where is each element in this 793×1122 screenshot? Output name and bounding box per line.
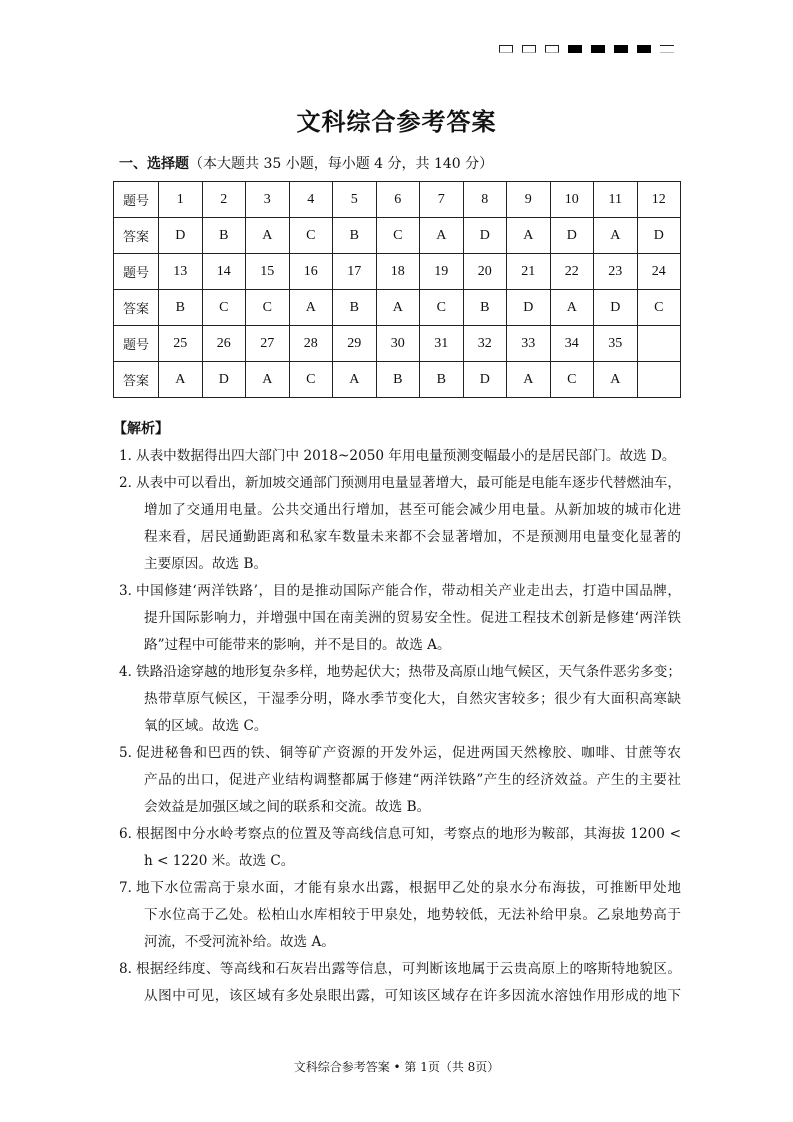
answer-cell: C (420, 290, 464, 326)
answer-cell: B (159, 290, 203, 326)
analysis-line: 会效益是加强区域之间的联系和交流。故选 B。 (144, 799, 431, 815)
analysis-line: 中国修建‘两洋铁路’，目的是推动国际产能合作，带动相关产业走出去，打造中国品牌， (136, 583, 681, 599)
analysis-line: 产品的出口，促进产业结构调整都属于修建“两洋铁路”产生的经济效益。产生的主要社 (144, 772, 681, 788)
answer-cell: B (420, 362, 464, 398)
mark-outline (545, 45, 559, 53)
analysis-line: 从表中可以看出，新加坡交通部门预测用电量显著增大，最可能是电能车逐步代替燃油车， (136, 475, 681, 491)
question-number-cell: 33 (507, 326, 551, 362)
mark-outline (499, 45, 513, 53)
analysis-line: 下水位高于乙处。松柏山水库相较于甲泉处，地势较低，无法补给甲泉。乙泉地势高于 (144, 907, 681, 923)
question-number-cell: 16 (289, 254, 333, 290)
answer-cell (637, 362, 681, 398)
answer-cell: B (463, 290, 507, 326)
answer-cell: C (246, 290, 290, 326)
question-number-row (114, 326, 681, 362)
answer-cell: C (376, 218, 420, 254)
question-number-cell: 27 (246, 326, 290, 362)
question-number-row (114, 254, 681, 290)
item-number: 8． (119, 961, 142, 977)
answer-cell: D (202, 362, 246, 398)
answer-row (114, 290, 681, 326)
answer-cell: A (159, 362, 203, 398)
question-number-cell: 14 (202, 254, 246, 290)
question-number-cell: 24 (637, 254, 681, 290)
question-number-cell (637, 326, 681, 362)
row-header: 答案 (114, 362, 159, 398)
item-number: 2． (119, 475, 142, 491)
question-number-cell: 20 (463, 254, 507, 290)
question-number-cell: 2 (202, 182, 246, 218)
question-number-cell: 19 (420, 254, 464, 290)
answer-cell: A (376, 290, 420, 326)
question-number-cell: 28 (289, 326, 333, 362)
answer-cell: C (637, 290, 681, 326)
answer-cell: A (594, 362, 638, 398)
question-number-cell: 29 (333, 326, 377, 362)
answer-cell: D (463, 362, 507, 398)
answer-cell: A (507, 362, 551, 398)
answer-cell: D (463, 218, 507, 254)
analysis-line: 主要原因。故选 B。 (144, 556, 268, 572)
question-number-cell: 9 (507, 182, 551, 218)
question-number-cell: 11 (594, 182, 638, 218)
analysis-line: 根据图中分水岭考察点的位置及等高线信息可知，考察点的地形为鞍部，其海拔 1200 < (136, 826, 681, 842)
page-footer: 文科综合参考答案 • 第 1页（共 8页） (293, 1060, 500, 1074)
item-number: 3． (119, 583, 142, 599)
section-label: 一、选择题 (119, 156, 189, 172)
answer-cell: D (594, 290, 638, 326)
answer-cell: A (550, 290, 594, 326)
answer-row (114, 362, 681, 398)
analysis-heading: 【解析】 (113, 421, 169, 437)
question-number-cell: 32 (463, 326, 507, 362)
item-number: 4． (119, 664, 142, 680)
question-number-cell: 35 (594, 326, 638, 362)
item-number: 1． (119, 448, 142, 464)
question-number-cell: 25 (159, 326, 203, 362)
answer-cell: D (159, 218, 203, 254)
analysis-line: 提升国际影响力，并增强中国在南美洲的贸易安全性。促进工程技术创新是修建‘两洋铁 (144, 610, 681, 626)
answer-cell: A (333, 362, 377, 398)
section-heading (119, 153, 493, 173)
analysis-line: 路”过程中可能带来的影响，并不是目的。故选 A。 (144, 637, 451, 653)
analysis-line: 铁路沿途穿越的地形复杂多样，地势起伏大；热带及高原山地气候区，天气条件恶劣多变； (136, 664, 681, 680)
answer-cell: C (289, 362, 333, 398)
mark-filled (637, 45, 651, 53)
analysis-line: 从表中数据得出四大部门中 2018~2050 年用电量预测变幅最小的是居民部门。故选 D。 (136, 448, 676, 464)
item-number: 7． (119, 880, 142, 896)
answer-cell: D (507, 290, 551, 326)
answer-cell: A (246, 218, 290, 254)
question-number-cell: 34 (550, 326, 594, 362)
question-number-cell: 31 (420, 326, 464, 362)
answer-cell: B (202, 218, 246, 254)
analysis-line: 根据经纬度、等高线和石灰岩出露等信息，可判断该地属于云贵高原上的喀斯特地貌区。 (136, 961, 681, 977)
analysis-line: 程来看，居民通勤距离和私家车数量未来都不会显著增加，不是预测用电量变化显著的 (144, 529, 681, 545)
section-note: （本大题共 35 小题，每小题 4 分，共 140 分） (189, 156, 494, 172)
question-number-cell: 10 (550, 182, 594, 218)
row-header: 题号 (114, 182, 159, 218)
question-number-cell: 22 (550, 254, 594, 290)
question-number-cell: 12 (637, 182, 681, 218)
analysis-line: 促进秘鲁和巴西的铁、铜等矿产资源的开发外运，促进两国天然橡胶、咖啡、甘蔗等农 (136, 745, 681, 761)
question-number-cell: 5 (333, 182, 377, 218)
answer-cell: D (550, 218, 594, 254)
analysis-line: 从图中可见，该区域有多处泉眼出露，可知该区域存在许多因流水溶蚀作用形成的地下 (144, 988, 681, 1004)
row-header: 题号 (114, 254, 159, 290)
row-header: 答案 (114, 290, 159, 326)
item-number: 6． (119, 826, 142, 842)
question-number-cell: 1 (159, 182, 203, 218)
answer-cell: A (420, 218, 464, 254)
question-number-cell: 7 (420, 182, 464, 218)
answer-cell: B (333, 218, 377, 254)
answer-cell: C (550, 362, 594, 398)
question-number-row (114, 182, 681, 218)
mark-filled (614, 45, 628, 53)
answer-cell: A (289, 290, 333, 326)
answer-cell: A (507, 218, 551, 254)
analysis-line: 氧的区域。故选 C。 (144, 718, 268, 734)
answer-cell: B (376, 362, 420, 398)
item-number: 5． (119, 745, 142, 761)
answer-row (114, 218, 681, 254)
question-number-cell: 8 (463, 182, 507, 218)
mark-lines (660, 45, 674, 53)
question-number-cell: 13 (159, 254, 203, 290)
answer-cell: A (246, 362, 290, 398)
question-number-cell: 4 (289, 182, 333, 218)
analysis-line: 地下水位需高于泉水面，才能有泉水出露，根据甲乙处的泉水分布海拔，可推断甲处地 (136, 880, 681, 896)
analysis-line: 热带草原气候区，干湿季分明，降水季节变化大，自然灾害较多；很少有大面积高寒缺 (144, 691, 681, 707)
mark-filled (591, 45, 605, 53)
question-number-cell: 26 (202, 326, 246, 362)
analysis-line: 河流，不受河流补给。故选 A。 (144, 934, 335, 950)
answer-cell: C (202, 290, 246, 326)
answer-table (113, 181, 681, 398)
answer-cell: D (637, 218, 681, 254)
row-header: 答案 (114, 218, 159, 254)
question-number-cell: 18 (376, 254, 420, 290)
answer-cell: A (594, 218, 638, 254)
answer-cell: B (333, 290, 377, 326)
question-number-cell: 3 (246, 182, 290, 218)
question-number-cell: 23 (594, 254, 638, 290)
mark-outline (522, 45, 536, 53)
analysis-line: 增加了交通用电量。公共交通出行增加，甚至可能会减少用电量。从新加坡的城市化进 (144, 502, 681, 518)
question-number-cell: 17 (333, 254, 377, 290)
question-number-cell: 15 (246, 254, 290, 290)
row-header: 题号 (114, 326, 159, 362)
answer-cell: C (289, 218, 333, 254)
analysis-line: h < 1220 米。故选 C。 (144, 853, 295, 869)
page-title: 文科综合参考答案 (296, 107, 497, 136)
question-number-cell: 6 (376, 182, 420, 218)
question-number-cell: 30 (376, 326, 420, 362)
question-number-cell: 21 (507, 254, 551, 290)
mark-filled (568, 45, 582, 53)
registration-marks (499, 45, 674, 53)
